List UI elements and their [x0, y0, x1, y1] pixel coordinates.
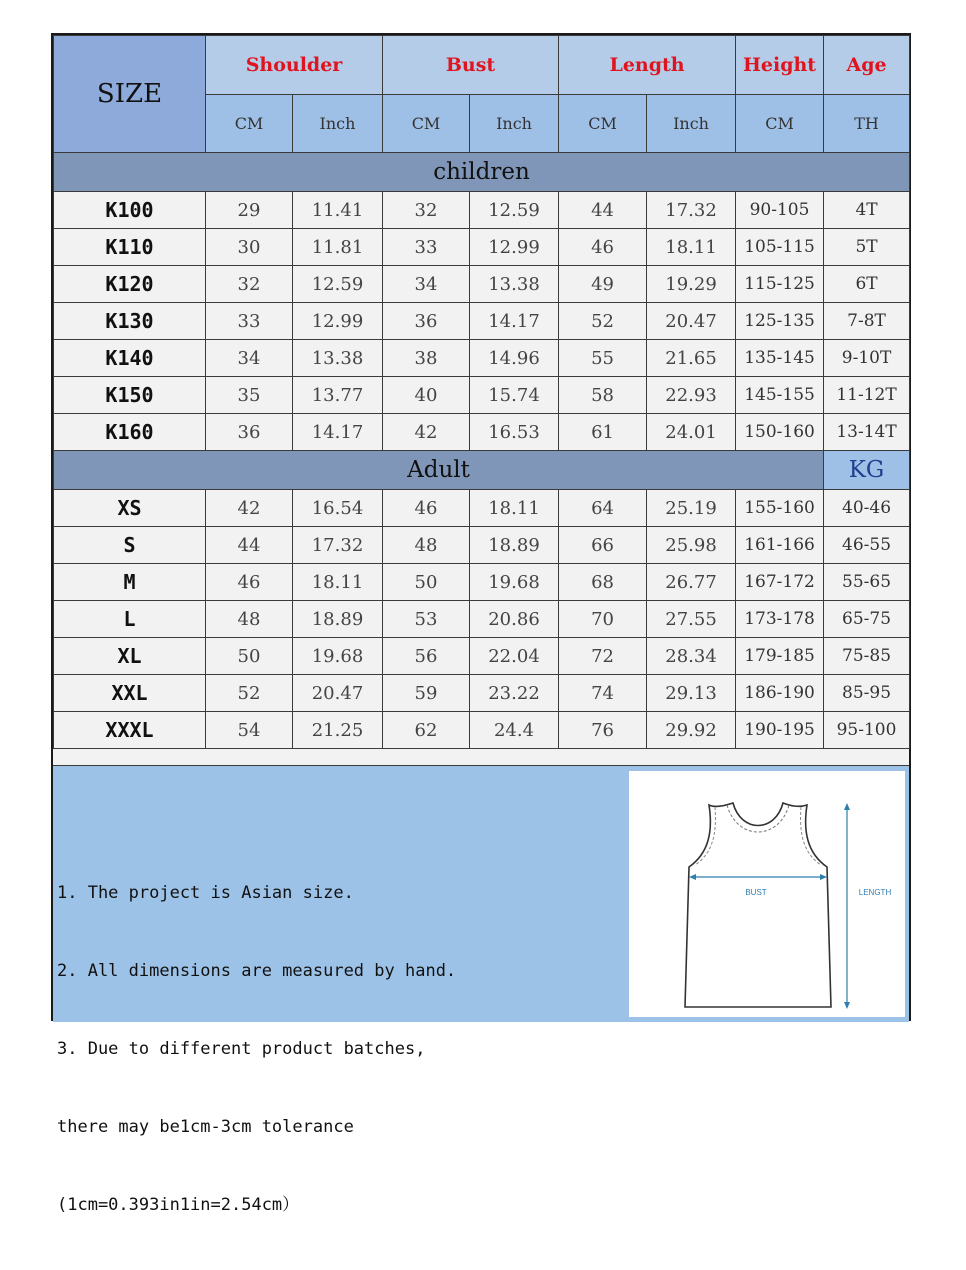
age-value: 6T	[824, 266, 910, 303]
measure-value: 17.32	[293, 527, 383, 564]
age-value: 65-75	[824, 601, 910, 638]
height-value: 186-190	[736, 675, 824, 712]
measure-value: 12.99	[293, 303, 383, 340]
measure-value: 25.98	[647, 527, 736, 564]
tank-top-svg	[629, 771, 905, 1017]
unit-cell: TH	[824, 95, 910, 153]
size-label: XXXL	[54, 712, 206, 749]
measure-value: 24.01	[647, 414, 736, 451]
measure-value: 18.11	[293, 564, 383, 601]
measure-value: 22.93	[647, 377, 736, 414]
size-table	[53, 35, 910, 749]
age-value: 46-55	[824, 527, 910, 564]
age-value: 75-85	[824, 638, 910, 675]
measure-value: 17.32	[647, 192, 736, 229]
measure-value: 30	[206, 229, 293, 266]
age-value: 95-100	[824, 712, 910, 749]
measure-value: 40	[383, 377, 470, 414]
measure-value: 24.4	[470, 712, 559, 749]
measure-value: 21.65	[647, 340, 736, 377]
measure-value: 13.38	[470, 266, 559, 303]
measure-value: 42	[206, 490, 293, 527]
children-size-row	[54, 266, 910, 303]
children-section-row	[54, 153, 910, 192]
note-line: 2. All dimensions are measured by hand.	[57, 961, 457, 981]
age-value: 13-14T	[824, 414, 910, 451]
measure-value: 12.59	[470, 192, 559, 229]
size-label: M	[54, 564, 206, 601]
measure-value: 34	[206, 340, 293, 377]
measure-value: 42	[383, 414, 470, 451]
height-header: Height	[736, 36, 824, 95]
measure-value: 25.19	[647, 490, 736, 527]
length-arrow-head-top	[844, 803, 850, 810]
measure-value: 58	[559, 377, 647, 414]
measure-value: 20.47	[293, 675, 383, 712]
measure-value: 19.68	[470, 564, 559, 601]
measure-value: 11.41	[293, 192, 383, 229]
measure-value: 27.55	[647, 601, 736, 638]
adult-section-row	[54, 451, 910, 490]
measure-value: 72	[559, 638, 647, 675]
children-size-row	[54, 303, 910, 340]
height-value: 179-185	[736, 638, 824, 675]
age-value: 11-12T	[824, 377, 910, 414]
notes-panel	[53, 765, 909, 1215]
measure-value: 13.38	[293, 340, 383, 377]
measure-value: 62	[383, 712, 470, 749]
age-value: 40-46	[824, 490, 910, 527]
note-line: there may be1cm-3cm tolerance	[57, 1117, 354, 1137]
size-label: K110	[54, 229, 206, 266]
measure-value: 11.81	[293, 229, 383, 266]
height-value: 167-172	[736, 564, 824, 601]
measure-value: 55	[559, 340, 647, 377]
unit-cell: CM	[559, 95, 647, 153]
measure-value: 29.92	[647, 712, 736, 749]
measure-value: 20.86	[470, 601, 559, 638]
children-size-row	[54, 192, 910, 229]
measure-value: 33	[206, 303, 293, 340]
measure-value: 34	[383, 266, 470, 303]
size-label: K160	[54, 414, 206, 451]
unit-cell: Inch	[293, 95, 383, 153]
age-value: 4T	[824, 192, 910, 229]
children-section-title: children	[54, 153, 910, 192]
measure-value: 32	[206, 266, 293, 303]
height-value: 125-135	[736, 303, 824, 340]
size-label: K120	[54, 266, 206, 303]
measure-value: 50	[383, 564, 470, 601]
measure-value: 35	[206, 377, 293, 414]
children-size-row	[54, 377, 910, 414]
children-size-row	[54, 229, 910, 266]
measure-value: 36	[206, 414, 293, 451]
height-value: 115-125	[736, 266, 824, 303]
measure-value: 14.17	[293, 414, 383, 451]
age-value: 5T	[824, 229, 910, 266]
measure-value: 52	[206, 675, 293, 712]
unit-cell: CM	[383, 95, 470, 153]
kg-unit-label: KG	[824, 451, 910, 490]
adult-size-row	[54, 527, 910, 564]
age-value: 55-65	[824, 564, 910, 601]
measure-value: 18.89	[470, 527, 559, 564]
bust-header: Bust	[383, 36, 559, 95]
measure-value: 20.47	[647, 303, 736, 340]
measure-value: 52	[559, 303, 647, 340]
measure-value: 44	[206, 527, 293, 564]
note-line: (1cm=0.393in1in=2.54cm）	[57, 1195, 300, 1215]
adult-size-row	[54, 601, 910, 638]
height-value: 190-195	[736, 712, 824, 749]
measure-value: 44	[559, 192, 647, 229]
size-chart	[51, 33, 911, 1215]
measure-value: 48	[206, 601, 293, 638]
height-value: 90-105	[736, 192, 824, 229]
measure-value: 13.77	[293, 377, 383, 414]
measure-value: 12.59	[293, 266, 383, 303]
measure-value: 14.96	[470, 340, 559, 377]
age-header: Age	[824, 36, 910, 95]
measure-value: 12.99	[470, 229, 559, 266]
measure-value: 18.89	[293, 601, 383, 638]
measure-value: 38	[383, 340, 470, 377]
note-line: 1. The project is Asian size.	[57, 883, 354, 903]
size-label: XL	[54, 638, 206, 675]
adult-size-row	[54, 638, 910, 675]
adult-size-row	[54, 712, 910, 749]
measure-value: 68	[559, 564, 647, 601]
measure-value: 54	[206, 712, 293, 749]
measure-value: 18.11	[470, 490, 559, 527]
length-arrow-head-bottom	[844, 1002, 850, 1009]
bust-label: BUST	[745, 888, 767, 897]
age-value: 85-95	[824, 675, 910, 712]
measure-value: 26.77	[647, 564, 736, 601]
length-header: Length	[559, 36, 736, 95]
measure-value: 22.04	[470, 638, 559, 675]
measure-value: 21.25	[293, 712, 383, 749]
measure-value: 74	[559, 675, 647, 712]
unit-cell: CM	[736, 95, 824, 153]
measure-value: 70	[559, 601, 647, 638]
unit-cell: CM	[206, 95, 293, 153]
age-value: 9-10T	[824, 340, 910, 377]
size-label: L	[54, 601, 206, 638]
measure-value: 46	[559, 229, 647, 266]
size-label: XXL	[54, 675, 206, 712]
measure-value: 15.74	[470, 377, 559, 414]
unit-cell: Inch	[647, 95, 736, 153]
measure-value: 49	[559, 266, 647, 303]
children-size-row	[54, 414, 910, 451]
header-row	[54, 36, 910, 95]
measure-value: 36	[383, 303, 470, 340]
measure-value: 61	[559, 414, 647, 451]
height-value: 173-178	[736, 601, 824, 638]
tank-top-outline	[685, 803, 831, 1007]
measure-value: 19.29	[647, 266, 736, 303]
size-label: K140	[54, 340, 206, 377]
height-value: 145-155	[736, 377, 824, 414]
unit-cell: Inch	[470, 95, 559, 153]
children-size-row	[54, 340, 910, 377]
measure-value: 32	[383, 192, 470, 229]
notes-text	[57, 828, 456, 1270]
size-header: SIZE	[54, 36, 206, 153]
height-value: 105-115	[736, 229, 824, 266]
measure-value: 16.54	[293, 490, 383, 527]
measure-value: 33	[383, 229, 470, 266]
adult-size-row	[54, 675, 910, 712]
length-label: LENGTH	[858, 888, 892, 897]
measure-value: 50	[206, 638, 293, 675]
measure-value: 59	[383, 675, 470, 712]
measure-value: 23.22	[470, 675, 559, 712]
size-label: K150	[54, 377, 206, 414]
height-value: 161-166	[736, 527, 824, 564]
measure-value: 19.68	[293, 638, 383, 675]
measure-value: 56	[383, 638, 470, 675]
measure-value: 14.17	[470, 303, 559, 340]
measure-value: 46	[383, 490, 470, 527]
size-label: S	[54, 527, 206, 564]
height-value: 135-145	[736, 340, 824, 377]
height-value: 155-160	[736, 490, 824, 527]
measure-value: 76	[559, 712, 647, 749]
size-label: XS	[54, 490, 206, 527]
size-label: K130	[54, 303, 206, 340]
measure-value: 48	[383, 527, 470, 564]
measure-value: 66	[559, 527, 647, 564]
height-value: 150-160	[736, 414, 824, 451]
note-line: 3. Due to different product batches,	[57, 1039, 426, 1059]
measure-value: 29.13	[647, 675, 736, 712]
measure-value: 46	[206, 564, 293, 601]
measure-value: 53	[383, 601, 470, 638]
size-label: K100	[54, 192, 206, 229]
adult-section-title: Adult	[54, 451, 824, 490]
measure-value: 18.11	[647, 229, 736, 266]
measure-value: 28.34	[647, 638, 736, 675]
adult-size-row	[54, 564, 910, 601]
age-value: 7-8T	[824, 303, 910, 340]
measure-value: 16.53	[470, 414, 559, 451]
adult-size-row	[54, 490, 910, 527]
measure-value: 64	[559, 490, 647, 527]
tank-top-diagram	[629, 771, 905, 1017]
measure-value: 29	[206, 192, 293, 229]
shoulder-header: Shoulder	[206, 36, 383, 95]
